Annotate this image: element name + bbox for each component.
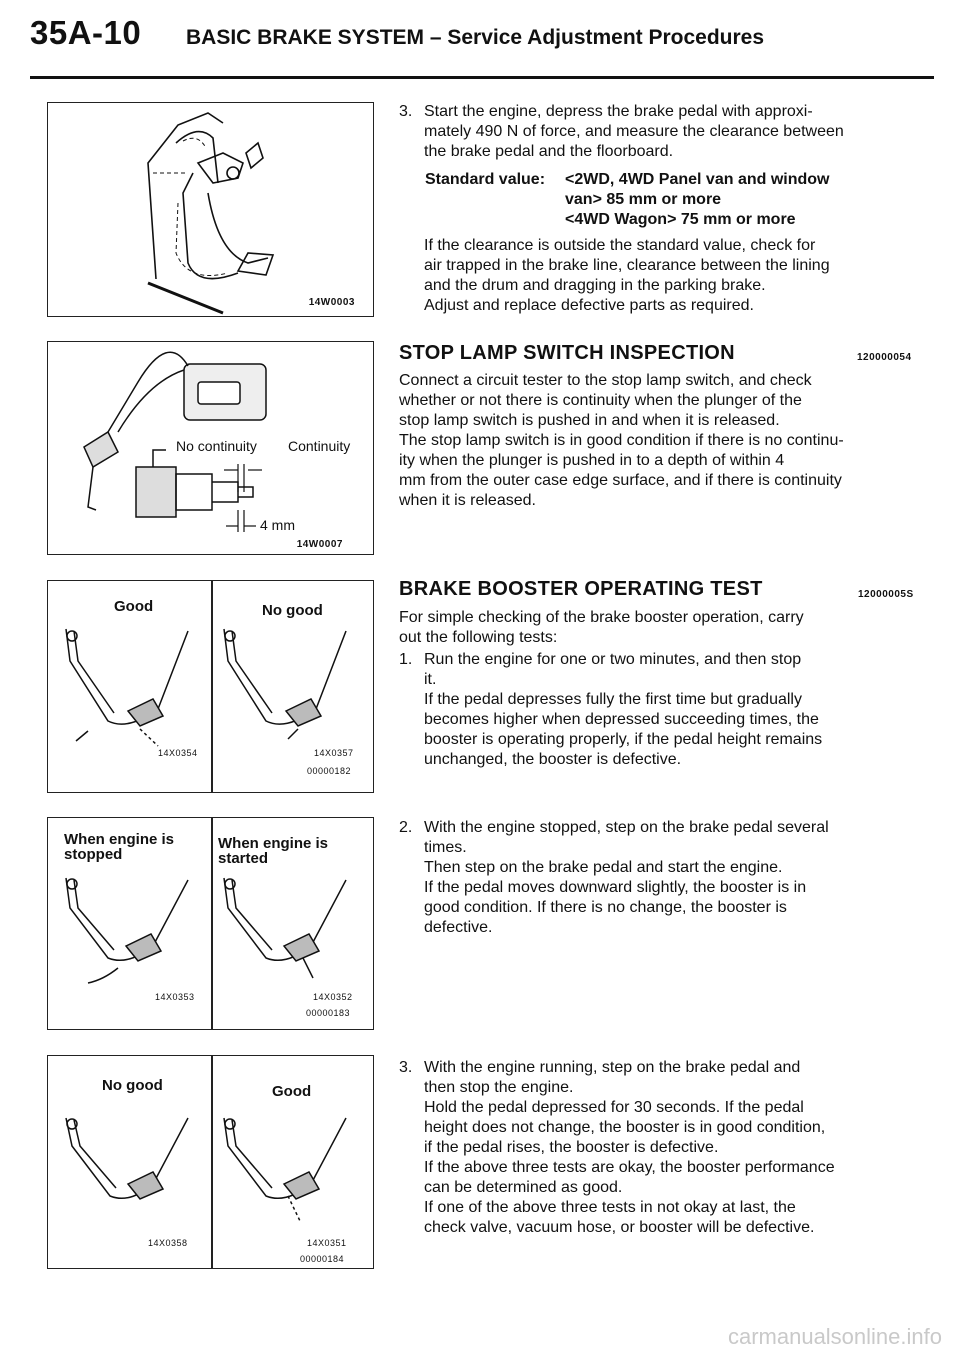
caption-no-good: No good xyxy=(102,1077,163,1094)
section-heading-stop-lamp: STOP LAMP SWITCH INSPECTION xyxy=(399,342,735,364)
text-line: the brake pedal and the floorboard. xyxy=(424,143,674,160)
text-line: mately 490 N of force, and measure the clearance between xyxy=(424,123,844,140)
text-line: unchanged, the booster is defective. xyxy=(424,751,682,768)
text-line: out the following tests: xyxy=(399,629,558,646)
text-line: it. xyxy=(424,671,437,688)
figure-booster-test-2 xyxy=(47,817,374,1030)
label-continuity: Continuity xyxy=(288,438,351,454)
text-line: becomes higher when depressed succeeding times, the xyxy=(424,711,819,728)
text-line: when it is released. xyxy=(399,492,536,509)
booster-test-3-drawing xyxy=(48,1056,373,1268)
figure-code: 14X0358 xyxy=(148,1238,188,1248)
figure-code: 14W0007 xyxy=(296,539,343,550)
text-line: ity when the plunger is pushed in to a depth of within 4 xyxy=(399,452,785,469)
text-line: height does not change, the booster is in good condition, xyxy=(424,1119,826,1136)
figure-code: 00000183 xyxy=(306,1008,351,1018)
text-line: defective. xyxy=(424,919,493,936)
text-line: If one of the above three tests in not okay at last, the xyxy=(424,1199,796,1216)
text-line: booster is operating properly, if the pedal height remains xyxy=(424,731,823,748)
test3-body xyxy=(424,1058,912,1238)
caption-good: Good xyxy=(114,598,154,615)
label-no-continuity: No continuity xyxy=(176,438,257,454)
step-number: 3. xyxy=(399,1059,413,1076)
header-rule xyxy=(30,76,934,79)
text-line: For simple checking of the brake booster operation, carry xyxy=(399,609,804,626)
caption-engine-stopped-1: When engine is xyxy=(64,831,175,848)
figure-code: 00000184 xyxy=(300,1254,345,1264)
booster-intro xyxy=(399,608,912,648)
text-line: If the pedal depresses fully the first time but gradually xyxy=(424,691,802,708)
section-heading-booster: BRAKE BOOSTER OPERATING TEST xyxy=(399,578,763,600)
label-4mm: 4 mm xyxy=(260,517,295,533)
text-line: good condition. If there is no change, the booster is xyxy=(424,899,787,916)
standard-value-text xyxy=(565,170,925,230)
page-title: BASIC BRAKE SYSTEM – Service Adjustment Procedures xyxy=(186,26,765,49)
caption-engine-stopped-2: stopped xyxy=(64,846,123,863)
text-line: times. xyxy=(424,839,467,856)
text-line: Start the engine, depress the brake pedal with approxi- xyxy=(424,103,813,120)
text-line: can be determined as good. xyxy=(424,1179,623,1196)
text-line: mm from the outer case edge surface, and if there is continuity xyxy=(399,472,842,489)
text-line: Then step on the brake pedal and start the engine. xyxy=(424,859,783,876)
step-number: 3. xyxy=(399,103,413,120)
text-line: if the pedal rises, the booster is defective. xyxy=(424,1139,719,1156)
text-line: The stop lamp switch is in good condition if there is no continu- xyxy=(399,432,844,449)
booster-test-1-drawing xyxy=(48,581,373,792)
figure-booster-test-3 xyxy=(47,1055,374,1269)
text-line: whether or not there is continuity when the plunger of the xyxy=(399,392,802,409)
text-line: <2WD, 4WD Panel van and window xyxy=(565,171,830,188)
figure-code: 00000182 xyxy=(307,766,352,776)
figure-code: 14X0354 xyxy=(158,748,198,758)
text-line: With the engine running, step on the brake pedal and xyxy=(424,1059,801,1076)
pedal-clearance-drawing xyxy=(48,103,373,316)
text-line: stop lamp switch is pushed in and when it is released. xyxy=(399,412,780,429)
text-line: If the above three tests are okay, the booster performance xyxy=(424,1159,835,1176)
figure-pedal-clearance xyxy=(47,102,374,317)
stop-lamp-body xyxy=(399,371,912,511)
caption-engine-started-2: started xyxy=(218,850,269,867)
figure-code: 14X0353 xyxy=(155,992,195,1002)
clearance-note xyxy=(424,236,912,316)
section-code: 12000005S xyxy=(858,589,914,600)
test1-body xyxy=(424,650,912,770)
step3-text xyxy=(424,102,912,162)
text-line: van> 85 mm or more xyxy=(565,191,722,208)
text-line: and the drum and dragging in the parking brake. xyxy=(424,277,766,294)
figure-booster-test-1 xyxy=(47,580,374,793)
text-line: If the pedal moves downward slightly, the booster is in xyxy=(424,879,807,896)
standard-value-label: Standard value: xyxy=(425,171,546,188)
text-line: Run the engine for one or two minutes, and then stop xyxy=(424,651,802,668)
figure-code: 14X0357 xyxy=(314,748,354,758)
text-line: <4WD Wagon> 75 mm or more xyxy=(565,211,796,228)
text-line: Connect a circuit tester to the stop lamp switch, and check xyxy=(399,372,812,389)
page-number: 35A-10 xyxy=(30,14,142,51)
caption-engine-started-1: When engine is xyxy=(218,835,329,852)
figure-code: 14X0351 xyxy=(307,1238,347,1248)
text-line: With the engine stopped, step on the brake pedal several xyxy=(424,819,829,836)
text-line: air trapped in the brake line, clearance between the lining xyxy=(424,257,830,274)
step-number: 1. xyxy=(399,651,413,668)
section-code: 120000054 xyxy=(857,352,912,363)
text-line: Adjust and replace defective parts as required. xyxy=(424,297,754,314)
caption-no-good: No good xyxy=(262,602,323,619)
text-line: then stop the engine. xyxy=(424,1079,574,1096)
figure-stop-lamp-switch xyxy=(47,341,374,555)
figure-code: 14W0003 xyxy=(308,297,355,308)
text-line: check valve, vacuum hose, or booster will be defective. xyxy=(424,1219,815,1236)
watermark: carmanualsonline.info xyxy=(727,1324,942,1349)
text-line: Hold the pedal depressed for 30 seconds. If the pedal xyxy=(424,1099,804,1116)
text-line: If the clearance is outside the standard value, check for xyxy=(424,237,816,254)
figure-code: 14X0352 xyxy=(313,992,353,1002)
test2-body xyxy=(424,818,912,938)
caption-good: Good xyxy=(272,1083,312,1100)
step-number: 2. xyxy=(399,819,413,836)
